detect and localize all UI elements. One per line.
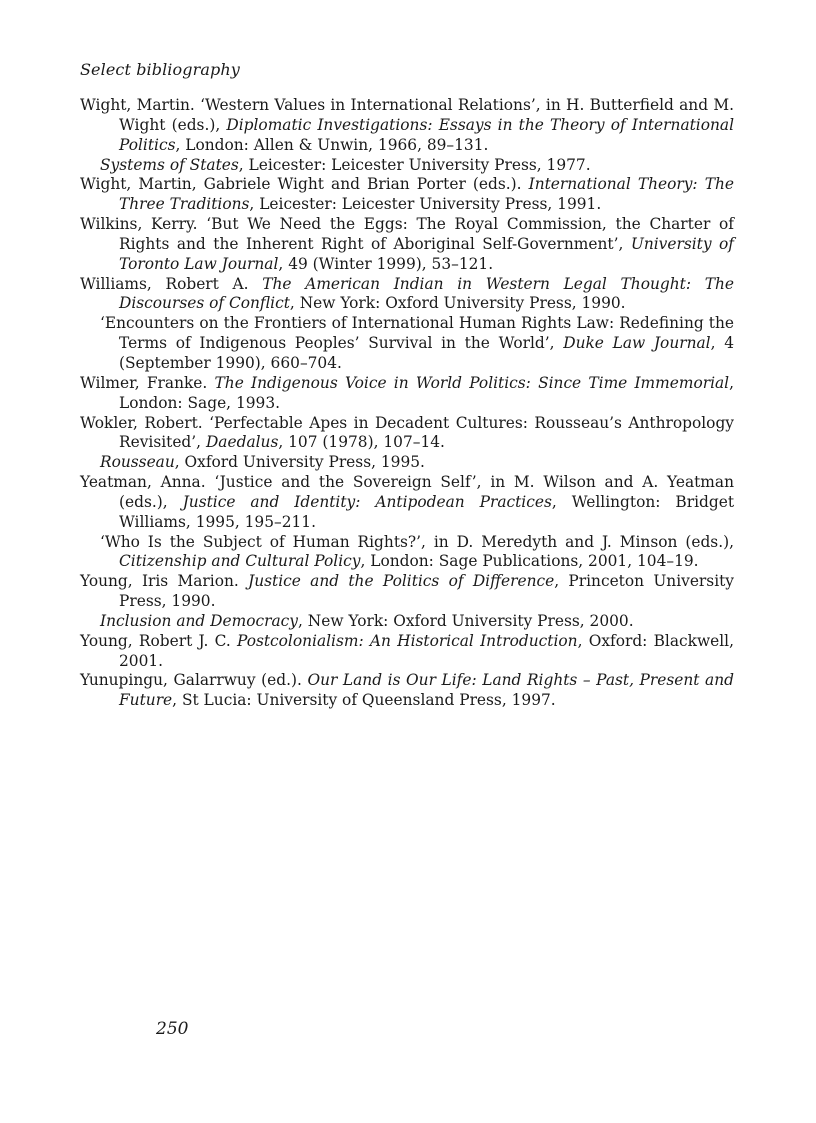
entry-text: Young, Iris Marion. — [80, 572, 249, 591]
entry-title-italic: Postcolonialism: An Historical Introduction — [236, 631, 578, 650]
entry-title-italic: Daedalus — [205, 433, 279, 452]
entry-text: , Leicester: Leicester University Press, 1991. — [249, 195, 602, 214]
entry-title-italic: Justice and Identity: Antipodean Practices — [182, 492, 552, 511]
entry-title-italic: Our Land is Our Life: Land Rights – Past, Present and Future — [119, 671, 734, 710]
running-head: Select bibliography — [80, 60, 240, 79]
entry-title-italic: Citizenship and Cultural Policy — [119, 552, 361, 571]
entry-text: , Princeton University Press, 1990. — [119, 572, 734, 611]
entry-title-italic: The Indigenous Voice in World Politics: Since Time Immemorial — [214, 373, 730, 392]
page-number: 250 — [156, 1019, 189, 1039]
entry-text: , London: Sage, 1993. — [119, 373, 734, 412]
bibliography-entry — [80, 453, 734, 473]
entry-text: , 4 (September 1990), 660–704. — [119, 334, 734, 372]
entry-title-italic: Rousseau — [100, 453, 175, 472]
entry-text: , 49 (Winter 1999), 53–121. — [278, 254, 494, 273]
bibliography-entry — [80, 612, 734, 632]
entry-title-italic: Inclusion and Democracy — [100, 611, 298, 630]
bibliography-list — [80, 96, 734, 711]
bibliography-entry — [80, 632, 734, 672]
entry-text: , London: Sage Publications, 2001, 104–19. — [360, 552, 699, 571]
entry-text: Wight, Martin. ‘Western Values in International Relations’, in H. Butterfield and M. Wight (eds.), — [80, 96, 734, 134]
entry-text: , Wellington: Bridget Williams, 1995, 195–211. — [119, 492, 734, 531]
entry-text: Young, Robert J. C. — [80, 631, 237, 650]
bibliography-entry — [80, 374, 734, 414]
bibliography-entry — [80, 533, 734, 573]
entry-text: Williams, Robert A. — [80, 274, 263, 293]
entry-text: Wilmer, Franke. — [80, 373, 215, 392]
entry-title-italic: Duke Law Journal — [563, 334, 711, 353]
entry-text: , St Lucia: University of Queensland Press, 1997. — [172, 691, 556, 710]
entry-text: , Leicester: Leicester University Press, 1977. — [238, 155, 591, 174]
entry-text: ‘Who Is the Subject of Human Rights?’, in D. Meredyth and J. Minson (eds.), — [100, 532, 734, 551]
entry-text: Wokler, Robert. ‘Perfectable Apes in Decadent Cultures: Rousseau’s Anthropology Revisited’, — [80, 413, 734, 452]
entry-title-italic: The American Indian in Western Legal Thought: The Discourses of Conflict — [119, 274, 735, 313]
bibliography-entry — [80, 175, 734, 215]
entry-text: , Oxford University Press, 1995. — [174, 453, 425, 472]
bibliography-entry — [80, 275, 734, 315]
bibliography-entry — [80, 473, 734, 533]
entry-title-italic: Systems of States — [100, 155, 239, 174]
bibliography-entry — [80, 156, 734, 176]
bibliography-entry — [80, 414, 734, 454]
entry-text: Yeatman, Anna. ‘Justice and the Sovereign Self’, in M. Wilson and A. Yeatman (eds.), — [80, 473, 734, 511]
entry-title-italic: Justice and the Politics of Difference — [248, 572, 555, 591]
bibliography-entry — [80, 314, 734, 374]
entry-text: Wight, Martin, Gabriele Wight and Brian Porter (eds.). — [80, 175, 529, 194]
bibliography-entry — [80, 215, 734, 275]
entry-title-italic: Diplomatic Investigations: Essays in the Theory of International Politics — [119, 115, 734, 154]
entry-text: ‘Encounters on the Frontiers of International Human Rights Law: Redefining the Terms of Indigenous Peoples’ Survival in the World’, — [100, 314, 734, 353]
entry-text: , London: Allen & Unwin, 1966, 89–131. — [175, 135, 489, 154]
entry-text: , New York: Oxford University Press, 2000. — [297, 611, 634, 630]
entry-text: Yunupingu, Galarrwuy (ed.). — [80, 671, 308, 690]
entry-text: Wilkins, Kerry. ‘But We Need the Eggs: The Royal Commission, the Charter of Rights and the Inherent Right of Aboriginal Self-Government’, — [80, 215, 734, 253]
bibliography-entry — [80, 572, 734, 612]
entry-text: , 107 (1978), 107–14. — [278, 433, 445, 452]
entry-title-italic: University of Toronto Law Journal — [119, 234, 734, 273]
entry-title-italic: International Theory: The Three Traditions — [119, 175, 734, 214]
entry-text: , New York: Oxford University Press, 1990. — [289, 294, 626, 313]
bibliography-entry — [80, 96, 734, 156]
bibliography-entry — [80, 671, 734, 711]
entry-text: , Oxford: Blackwell, 2001. — [119, 631, 734, 670]
